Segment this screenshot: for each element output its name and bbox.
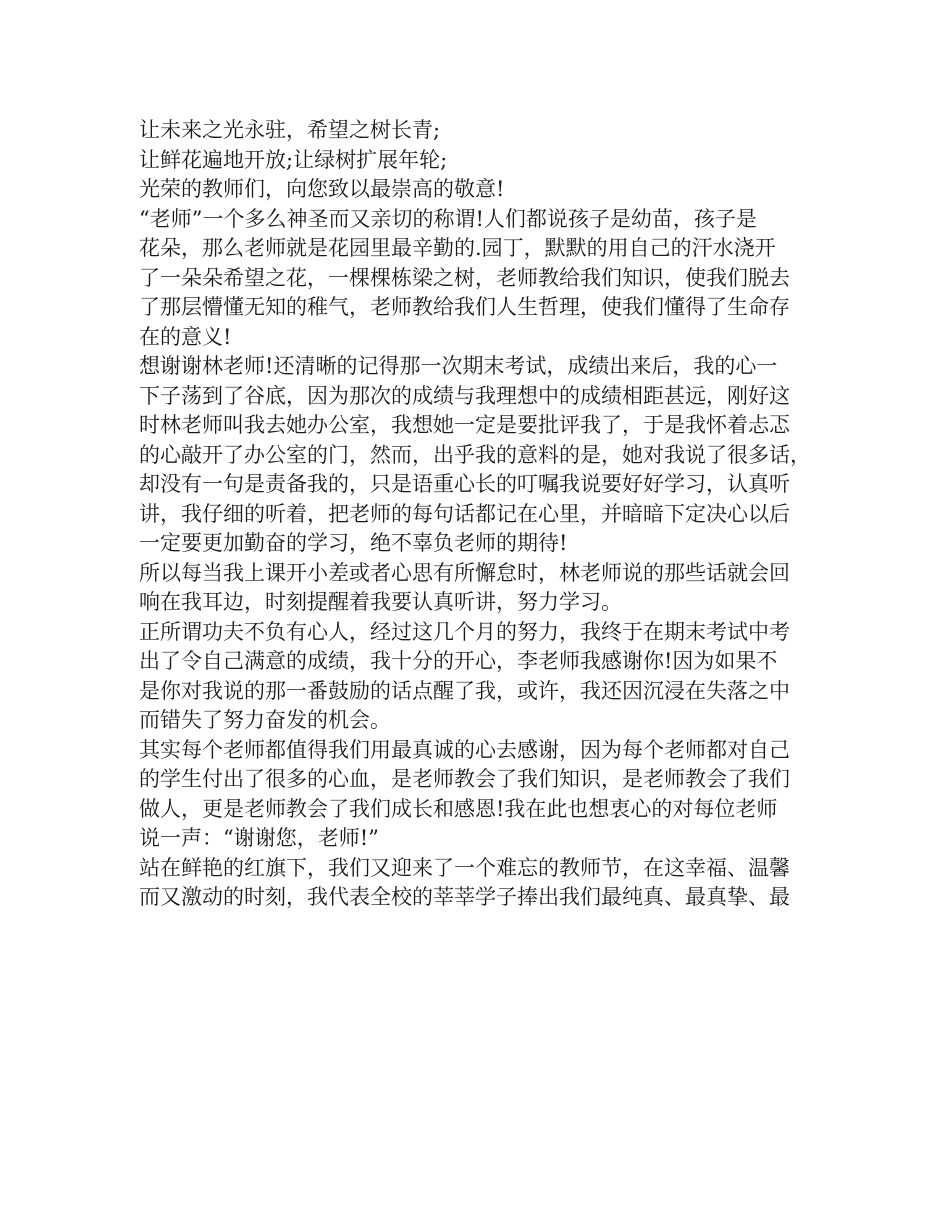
text-line: 了一朵朵希望之花，一棵棵栋梁之树，老师教给我们知识，使我们脱去 [139,265,790,290]
text-line: 其实每个老师都值得我们用最真诚的心去感谢，因为每个老师都对自己 [139,737,790,762]
text-line: 让鲜花遍地开放;让绿树扩展年轮; [139,147,448,172]
text-line: 而又激动的时刻，我代表全校的莘莘学子捧出我们最纯真、最真挚、最 [139,885,790,909]
text-line: 时林老师叫我去她办公室，我想她一定是要批评我了，于是我怀着忐忑 [139,413,790,437]
text-line: 的心敲开了办公室的门，然而，出乎我的意料的是，她对我说了很多话， [139,442,811,467]
text-line: 一定要更加勤奋的学习，绝不辜负老师的期待! [139,531,568,555]
text-line: 光荣的教师们，向您致以最崇高的敬意! [139,177,505,201]
text-line: 正所谓功夫不负有心人，经过这几个月的努力，我终于在期末考试中考 [139,619,790,644]
text-line: 是你对我说的那一番鼓励的话点醒了我，或许，我还因沉浸在失落之中 [139,678,790,703]
text-line: 讲，我仔细的听着，把老师的每句话都记在心里，并暗暗下定决心以后 [139,501,790,526]
text-line: 想谢谢林老师!还清晰的记得那一次期末考试，成绩出来后，我的心一 [139,354,778,378]
text-line: 所以每当我上课开小差或者心思有所懈怠时，林老师说的那些话就会回 [139,560,790,585]
text-line: 在的意义! [139,324,232,349]
text-line: 了那层懵懂无知的稚气，老师教给我们人生哲理，使我们懂得了生命存 [139,295,790,319]
text-line: 响在我耳边，时刻提醒着我要认真听讲，努力学习。 [139,590,622,614]
text-line: 下子荡到了谷底，因为那次的成绩与我理想中的成绩相距甚远，刚好这 [139,383,790,408]
text-line: “老师”一个多么神圣而又亲切的称谓!人们都说孩子是幼苗，孩子是 [139,206,757,231]
text-line: 的学生付出了很多的心血，是老师教会了我们知识，是老师教会了我们 [139,767,790,791]
text-line: 却没有一句是责备我的，只是语重心长的叮嘱我说要好好学习，认真听 [139,472,790,496]
text-line: 说一声：“谢谢您，老师!” [139,826,379,850]
text-line: 做人，更是老师教会了我们成长和感恩!我在此也想衷心的对每位老师 [139,796,778,821]
text-line: 花朵，那么老师就是花园里最辛勤的.园丁，默默的用自己的汗水浇开 [139,236,776,260]
text-line: 出了令自己满意的成绩，我十分的开心，李老师我感谢你!因为如果不 [139,649,778,673]
document-body [139,116,819,913]
text-line: 站在鲜艳的红旗下，我们又迎来了一个难忘的教师节，在这幸福、温馨 [139,855,790,880]
text-line: 让未来之光永驻，希望之树长青; [139,118,441,142]
text-line: 而错失了努力奋发的机会。 [139,708,391,732]
